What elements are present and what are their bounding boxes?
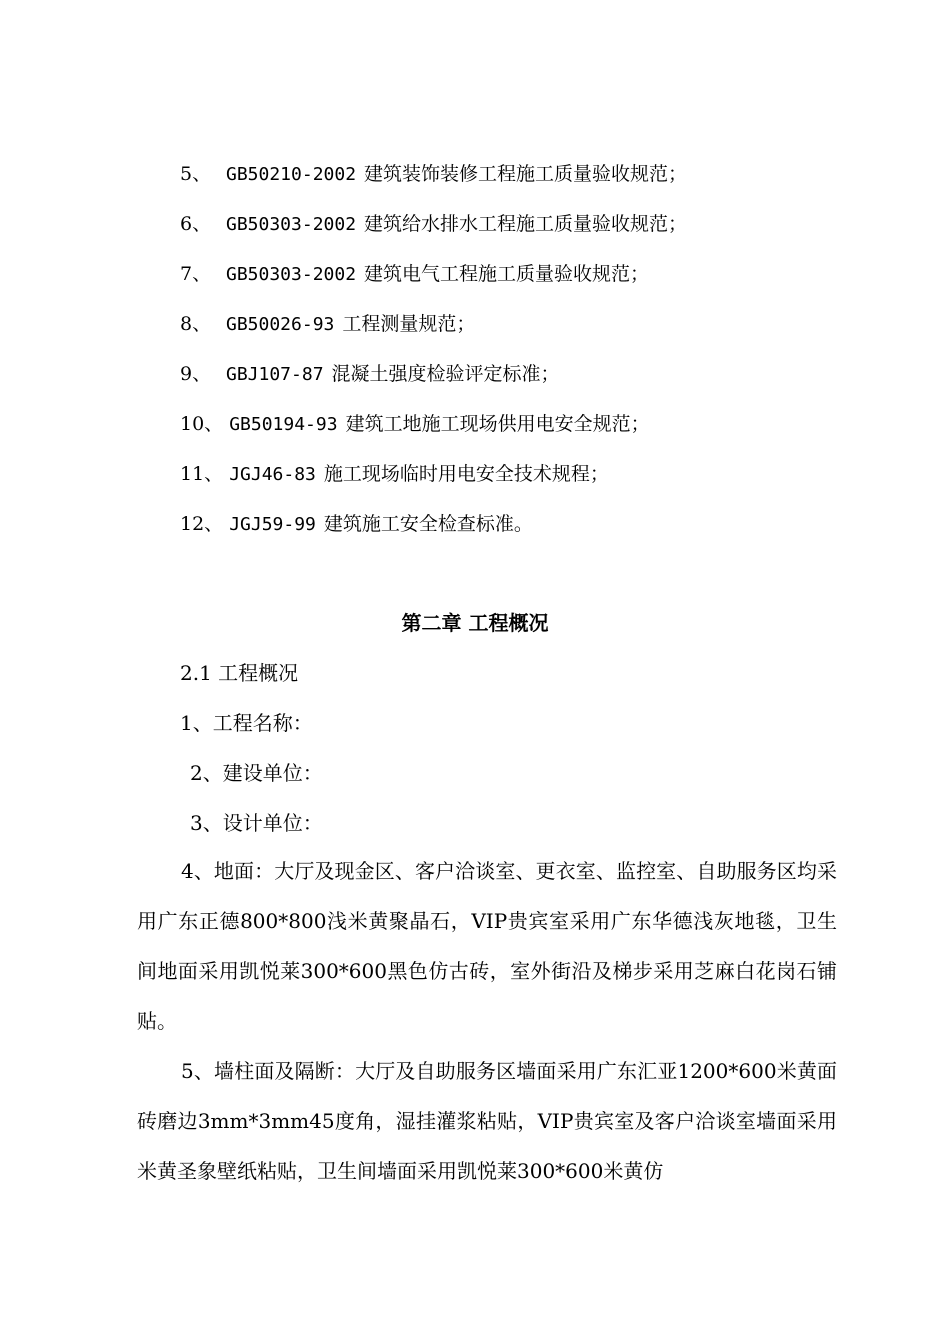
list-item bbox=[180, 205, 687, 255]
list-item bbox=[180, 355, 687, 405]
standard-code: JGJ59-99 bbox=[229, 514, 316, 535]
standard-code: JGJ46-83 bbox=[229, 464, 316, 485]
list-item bbox=[180, 455, 687, 505]
standard-title: 建筑电气工程施工质量验收规范； bbox=[364, 263, 650, 285]
standard-code: GB50303-2002 bbox=[226, 214, 357, 235]
wall-paragraph bbox=[137, 1046, 837, 1196]
list-item-number: 10、 bbox=[180, 413, 224, 435]
standard-code: GBJ107-87 bbox=[226, 364, 324, 385]
standard-title: 建筑工地施工现场供用电安全规范； bbox=[345, 413, 650, 435]
standard-code: GB50026-93 bbox=[226, 314, 335, 335]
list-item bbox=[180, 255, 687, 305]
standard-code: GB50194-93 bbox=[229, 414, 338, 435]
list-item bbox=[180, 505, 687, 555]
list-item-number: 11、 bbox=[180, 463, 224, 485]
list-item-number: 12、 bbox=[180, 513, 224, 535]
wall-text: 5、墙柱面及隔断：大厅及自助服务区墙面采用广东汇亚1200*600米黄面砖磨边3mm*3mm45度角，湿挂灌浆粘贴，VIP贵宾室及客户洽谈室墙面采用米黄圣象壁纸粘贴，卫生间墙面采用凯悦莱300*600米黄仿 bbox=[137, 1059, 837, 1183]
floor-text: 4、地面：大厅及现金区、客户洽谈室、更衣室、监控室、自助服务区均采用广东正德800*800浅米黄聚晶石，VIP贵宾室采用广东华德浅灰地毯，卫生间地面采用凯悦莱300*600黑色仿古砖，室外街沿及梯步采用芝麻白花岗石铺贴。 bbox=[137, 859, 837, 1033]
floor-paragraph bbox=[137, 846, 837, 1046]
standard-title: 建筑装饰装修工程施工质量验收规范； bbox=[364, 163, 688, 185]
owner-label: 2、建设单位： bbox=[190, 761, 323, 785]
standard-title: 混凝土强度检验评定标准； bbox=[331, 363, 560, 385]
list-item bbox=[180, 405, 687, 455]
list-item-number: 7、 bbox=[180, 263, 212, 285]
standard-code: GB50210-2002 bbox=[226, 164, 357, 185]
list-item-number: 8、 bbox=[180, 313, 212, 335]
list-item bbox=[180, 155, 687, 205]
project-name-label: 1、工程名称： bbox=[180, 711, 313, 735]
standard-title: 施工现场临时用电安全技术规程； bbox=[323, 463, 609, 485]
standard-code: GB50303-2002 bbox=[226, 264, 357, 285]
standard-title: 建筑施工安全检查标准。 bbox=[323, 513, 533, 535]
list-item-number: 9、 bbox=[180, 363, 212, 385]
list-item-number: 5、 bbox=[180, 163, 212, 185]
chapter-title: 第二章 工程概况 bbox=[401, 611, 549, 635]
standard-title: 建筑给水排水工程施工质量验收规范； bbox=[364, 213, 688, 235]
list-item-number: 6、 bbox=[180, 213, 212, 235]
standards-list bbox=[180, 155, 687, 555]
list-item bbox=[180, 305, 687, 355]
standard-title: 工程测量规范； bbox=[342, 313, 476, 335]
section-heading: 2.1 工程概况 bbox=[180, 661, 299, 685]
designer-label: 3、设计单位： bbox=[190, 811, 323, 835]
